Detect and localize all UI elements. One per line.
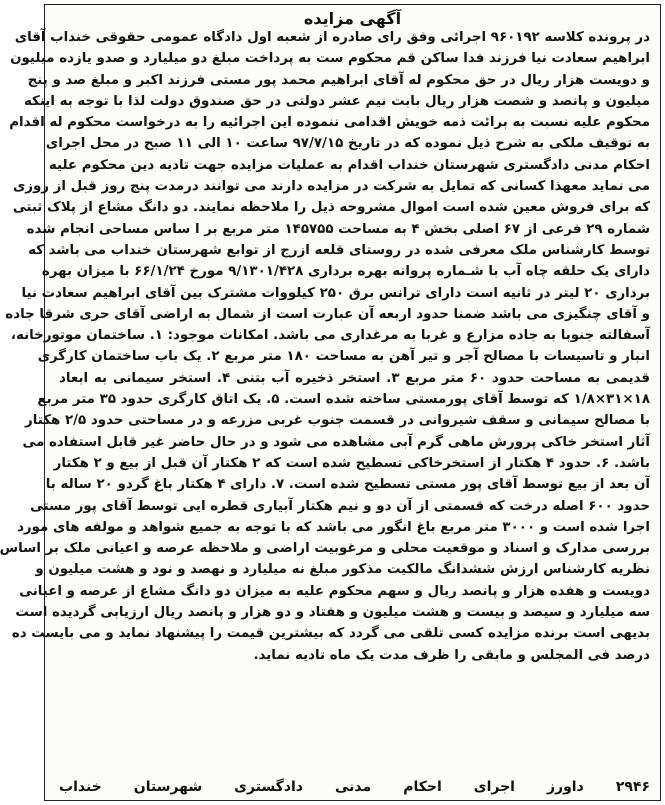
notice-line: در پرونده کلاسه ۹۶۰۱۹۲ اجرائی وفق رای صادره از شعبه اول دادگاه عمومی حقوقی خنداب آقای <box>14 30 650 45</box>
notice-line: و دویست هزار ریال در حق محکوم له آقای ابراهیم محمد پور مستی فرزند اکبر و مبلغ صد و پنج <box>27 72 650 88</box>
notice-line: برداری ۲۰ لیتر در ثانیه است دارای ترانس برق ۲۵۰ کیلووات مشترک بین آقای ابراهیم سعادت نیا <box>21 285 650 301</box>
notice-line: سه میلیارد و سیصد و بیست و هشت میلیون و هفتاد و دو هزار و پانصد ریال ارزیابی گردیده است <box>15 605 650 621</box>
notice-line: بررسی مدارک و اسناد و موقعیت محلی و مرغوبیت اراضی و ملاحظه عرصه و اعیانی ملک بر اساس <box>0 541 650 557</box>
notice-line: حدود ۶۰۰ اصله درخت که قسمتی از آن دو و نیم هکتار آبیاری قطره ایی توسط آقای پور مستی <box>30 498 650 514</box>
notice-line: انبار و تاسیسات با مصالح آجر و تیر آهن به مساحت ۱۸۰ متر مربع ۲. یک باب ساختمان کارگری <box>37 349 650 365</box>
notice-line: توسط کارشناس ملک معرفی شده در روستای قلعه ازرج از توابع شهرستان خنداب می باشد که <box>28 242 650 258</box>
notice-line: ۱۸×۳۱×۱/۸ که توسط آقای پورمستی ساخته شده است. ۵. یک اتاق کارگری حدود ۳۵ متر مربع <box>37 392 650 408</box>
notice-line: احکام مدنی دادگستری شهرستان خنداب اقدام به عملیات مزایده جهت تادیه دین محکوم علیه <box>48 157 650 173</box>
notice-line: دارای یک حلقه چاه آب با شـماره پروانه بهره برداری ۹/۱۳۰۱/۴۲۸ مورخ ۶۶/۱/۲۴ با میزان بهره <box>41 264 650 280</box>
notice-line: آن بعد از بیع توسط آقای پور مستی تسطیح شده است. ۷. دارای ۴ هکتار باغ گردو ۲۰ ساله با <box>45 477 650 493</box>
notice-line: نظریه کارشناس ارزش ششدانگ مالکیت مذکور مبلغ نه میلیارد و نهصد و نود و هشت میلیون و <box>35 562 650 578</box>
notice-line: ابراهیم سعادت نیا فرزند فدا ساکن قم محکوم ست به پرداخت مبلغ دو میلیارد و صدو یازده میلیون <box>10 51 650 67</box>
notice-body <box>0 27 650 666</box>
notice-line: محکوم علیه نسبت به برائت ذمه خویش اقدامی ننموده این اجرائیه را به درخواست محکوم له اقدام <box>9 115 650 131</box>
notice-title: آگهی مزایده <box>303 9 402 28</box>
notice-line: دویست و هفده هزار و پانصد ریال و سهم محکوم علیه به میزان دو دانگ مشاع از عرصه و اعیانی <box>19 583 650 599</box>
notice-line: آسفالته جنوبا به جاده مزارع و غربا به مرغداری می باشد. امکانات موجود: ۱. ساختمان موتورخانه، <box>10 328 650 344</box>
notice-footer: ۲۹۴۶ داورز اجرای احکام مدنی دادگستری شهرستان خنداب <box>59 779 650 795</box>
notice-line: می نماید معهذا کسانی که تمایل به شرکت در مزایده دارند می توانند درمدت پنج روز قبل از روزی <box>12 179 650 195</box>
notice-frame <box>0 4 661 801</box>
notice-line: بدیهی است برنده مزایده کسی تلقی می گردد که بیشترین قیمت را پیشنهاد نماید و می بایست ده <box>11 626 650 642</box>
notice-line: اجرا شده است و ۳۰۰۰ متر مربع باغ انگور می باشد که با توجه به جمیع شواهد و مولفه های مورد <box>17 519 650 535</box>
notice-line: میلیون و پانصد و شصت هزار ریال بابت نیم عشر دولتی در حق صندوق دولت لذا با توجه به اینکه <box>23 93 650 109</box>
notice-line: آثار استخر خاکی پرورش ماهی گرم آبی مشاهده می شود و در حال حاضر غیر قابل استفاده می <box>22 434 650 450</box>
notice-line: شماره ۲۹ فرعی از ۶۷ اصلی بخش ۴ به مساحت ۱۴۵۷۵۵ متر مربع بر ا ساس مساحی انجام شده <box>26 221 650 237</box>
notice-line: به توقیف ملکی به شرح ذیل نموده که در تاریخ ۹۷/۷/۱۵ ساعت ۱۰ الی ۱۱ صبح در محل اجرای <box>45 136 650 152</box>
notice-line: که برای فروش معین شده است اموال مشروحه ذیل را ملاحظه نمایند. دو دانگ مشاع از پلاک ثبتی <box>12 200 650 216</box>
notice-line: درصد فی المجلس و مابقی را ظرف مدت یک ماه تادیه نماید. <box>253 647 650 663</box>
notice-line: و آقای چنگیزی می باشد ضمنا حدود اربعه آن عبارت است از شمال به اراضی آقای حری شرقا جاده <box>5 306 650 322</box>
notice-line: با مصالح سیمانی و سقف شیروانی در قسمت جنوب غربی مزرعه و در مساحتی حدود ۲/۵ هکتار <box>25 413 650 429</box>
notice-line: باشد. ۶. حدود ۴ هکتار از استخرخاکی تسطیح شده است که ۲ هکتار آن قبل از بیع و ۲ هکتار <box>53 455 650 471</box>
notice-line: قدیمی به مساحت حدود ۶۰ متر مربع ۳. استخر ذخیره آب بتنی ۴. استخر سیمانی به ابعاد <box>59 370 650 386</box>
